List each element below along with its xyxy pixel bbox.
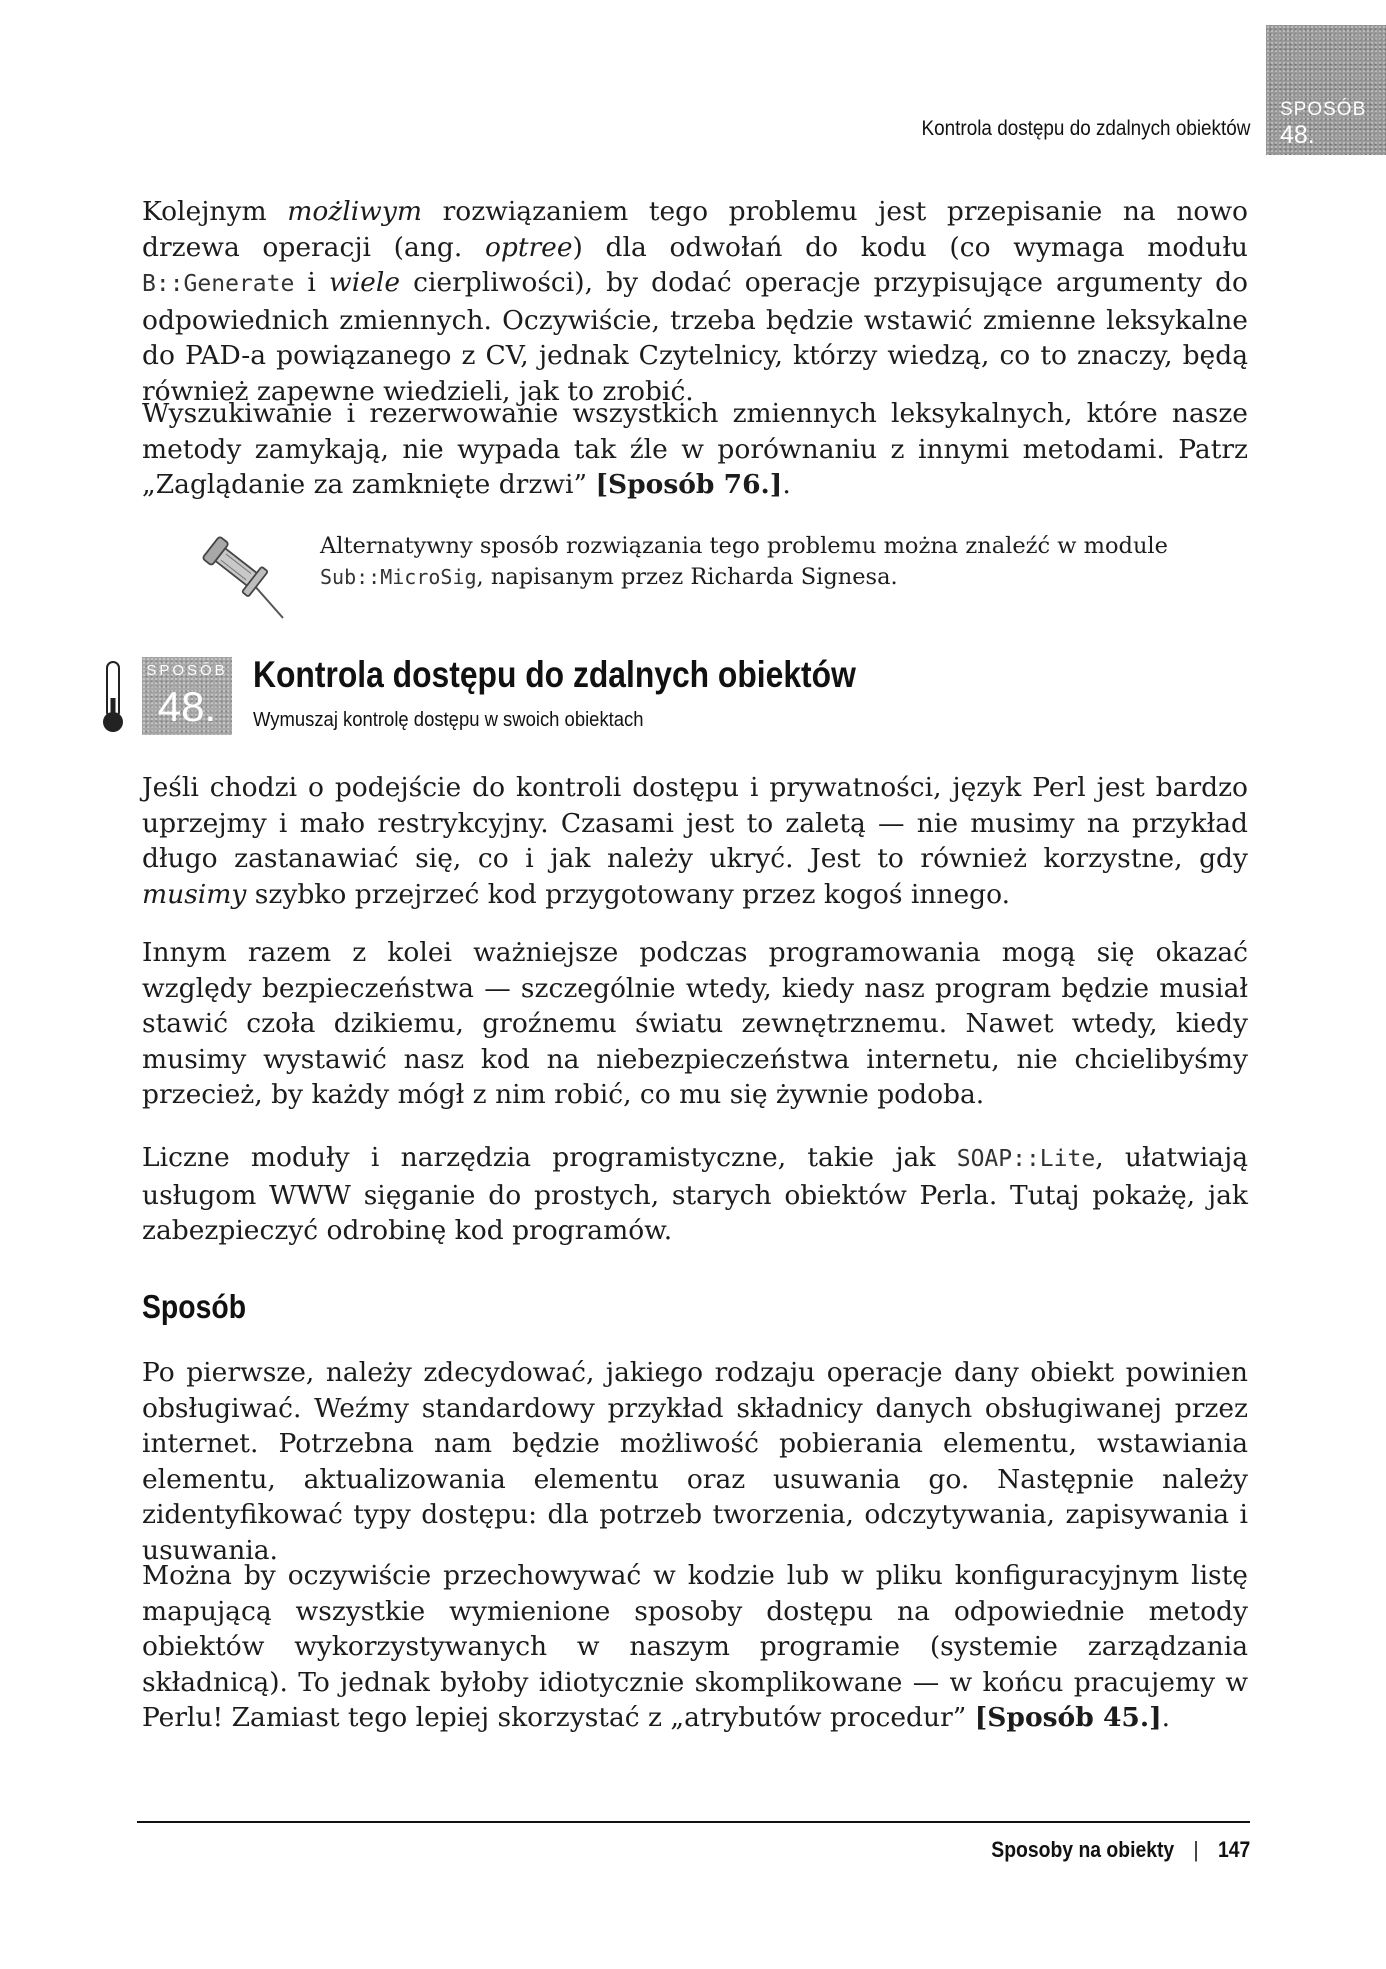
paragraph: Innym razem z kolei ważniejsze podczas programowania mogą się okazać względy bezpieczeństwa — szczególnie wtedy, kiedy nasz program będzie musiał stawić czoła dzikiemu, groźnemu światu zewnętrznemu. Nawet wtedy, kiedy musimy wystawić nasz kod na niebezpieczeństwa internetu, nie chcielibyśmy przecież, by każdy mógł z nim robić, co mu się żywnie podoba. — [142, 937, 1248, 1111]
paragraph: Liczne moduły i narzędzia programistyczne, takie jak SOAP::Lite, ułatwiają usługom WWW sięganie do prostych, starych obiektów Perla. Tutaj pokażę, jak zabezpieczyć odrobinę kod programów. — [142, 1142, 1248, 1247]
paragraph: Można by oczywiście przechowywać w kodzie lub w pliku konfiguracyjnym listę mapującą wszystkie wymienione sposoby dostępu na odpowiednie metody obiektów wykorzystywanych w naszym programie (systemie zarządzania składnicą). To jednak byłoby idiotycznie skomplikowane — w końcu pracujemy w Perlu! Zamiast tego lepiej skorzystać z „atrybutów procedur” [Sposób 45.]. — [142, 1560, 1248, 1734]
pushpin-icon — [195, 528, 290, 620]
running-head: Kontrola dostępu do zdalnych obiektów — [921, 117, 1250, 140]
page-footer — [991, 1837, 1250, 1863]
corner-hack-tab — [1266, 25, 1386, 155]
section-heading: Sposób — [142, 1288, 247, 1325]
corner-tab-label: SPOSÓB — [1280, 99, 1367, 120]
hack-badge-number: 48. — [157, 683, 217, 730]
inline-code: Sub::MicroSig — [320, 565, 477, 589]
cross-reference: [Sposób 45.] — [974, 1702, 1162, 1734]
inline-code: B::Generate — [142, 271, 295, 298]
inline-code: SOAP::Lite — [956, 1146, 1096, 1172]
footer-separator: | — [1193, 1837, 1199, 1862]
paragraph: Jeśli chodzi o podejście do kontroli dostępu i prywatności, język Perl jest bardzo uprzejmy i mało restrykcyjny. Czasami jest to zaletą — nie musimy na przykład długo zastanawiać się, co i jak należy ukryć. Jest to również korzystne, gdy musimy szybko przejrzeć kod przygotowany przez kogoś innego. — [142, 772, 1248, 910]
cross-reference: [Sposób 76.] — [595, 469, 783, 501]
hack-title: Kontrola dostępu do zdalnych obiektów — [253, 654, 856, 695]
hack-subtitle: Wymuszaj kontrolę dostępu w swoich obiektach — [253, 708, 644, 731]
note-text: Alternatywny sposób rozwiązania tego problemu można znaleźć w module Sub::MicroSig, napisanym przez Richarda Signesa. — [320, 533, 1168, 590]
page-number: 147 — [1217, 1837, 1250, 1862]
footer-rule — [137, 1821, 1250, 1823]
paragraph: Wyszukiwanie i rezerwowanie wszystkich zmiennych leksykalnych, które nasze metody zamykają, nie wypada tak źle w porównaniu z innymi metodami. Patrz „Zaglądanie za zamknięte drzwi” [Sposób 76.]. — [142, 398, 1248, 501]
paragraph: Po pierwsze, należy zdecydować, jakiego rodzaju operacje dany obiekt powinien obsługiwać. Weźmy standardowy przykład składnicy danych obsługiwanej przez internet. Potrzebna nam będzie możliwość pobierania elementu, wstawiania elementu, aktualizowania elementu oraz usuwania go. Następnie należy zidentyfikować typy dostępu: dla potrzeb tworzenia, odczytywania, zapisywania i usuwania. — [142, 1357, 1248, 1566]
hack-badge-label: SPOSÓB — [146, 662, 228, 679]
corner-tab-number: 48. — [1280, 121, 1315, 149]
hack-number-badge — [142, 657, 232, 735]
thermometer-icon — [101, 660, 125, 734]
footer-book-title: Sposoby na obiekty — [991, 1837, 1174, 1862]
paragraph: Kolejnym możliwym rozwiązaniem tego problemu jest przepisanie na nowo drzewa operacji (ang. optree) dla odwołań do kodu (co wymaga modułu B::Generate i wiele cierpliwości), by dodać operacje przypisujące argumenty do odpowiednich zmiennych. Oczywiście, trzeba będzie wstawić zmienne leksykalne do PAD-a powiązanego z CV, jednak Czytelnicy, którzy wiedzą, co to znaczy, będą również zapewne wiedzieli, jak to zrobić. — [142, 196, 1248, 407]
